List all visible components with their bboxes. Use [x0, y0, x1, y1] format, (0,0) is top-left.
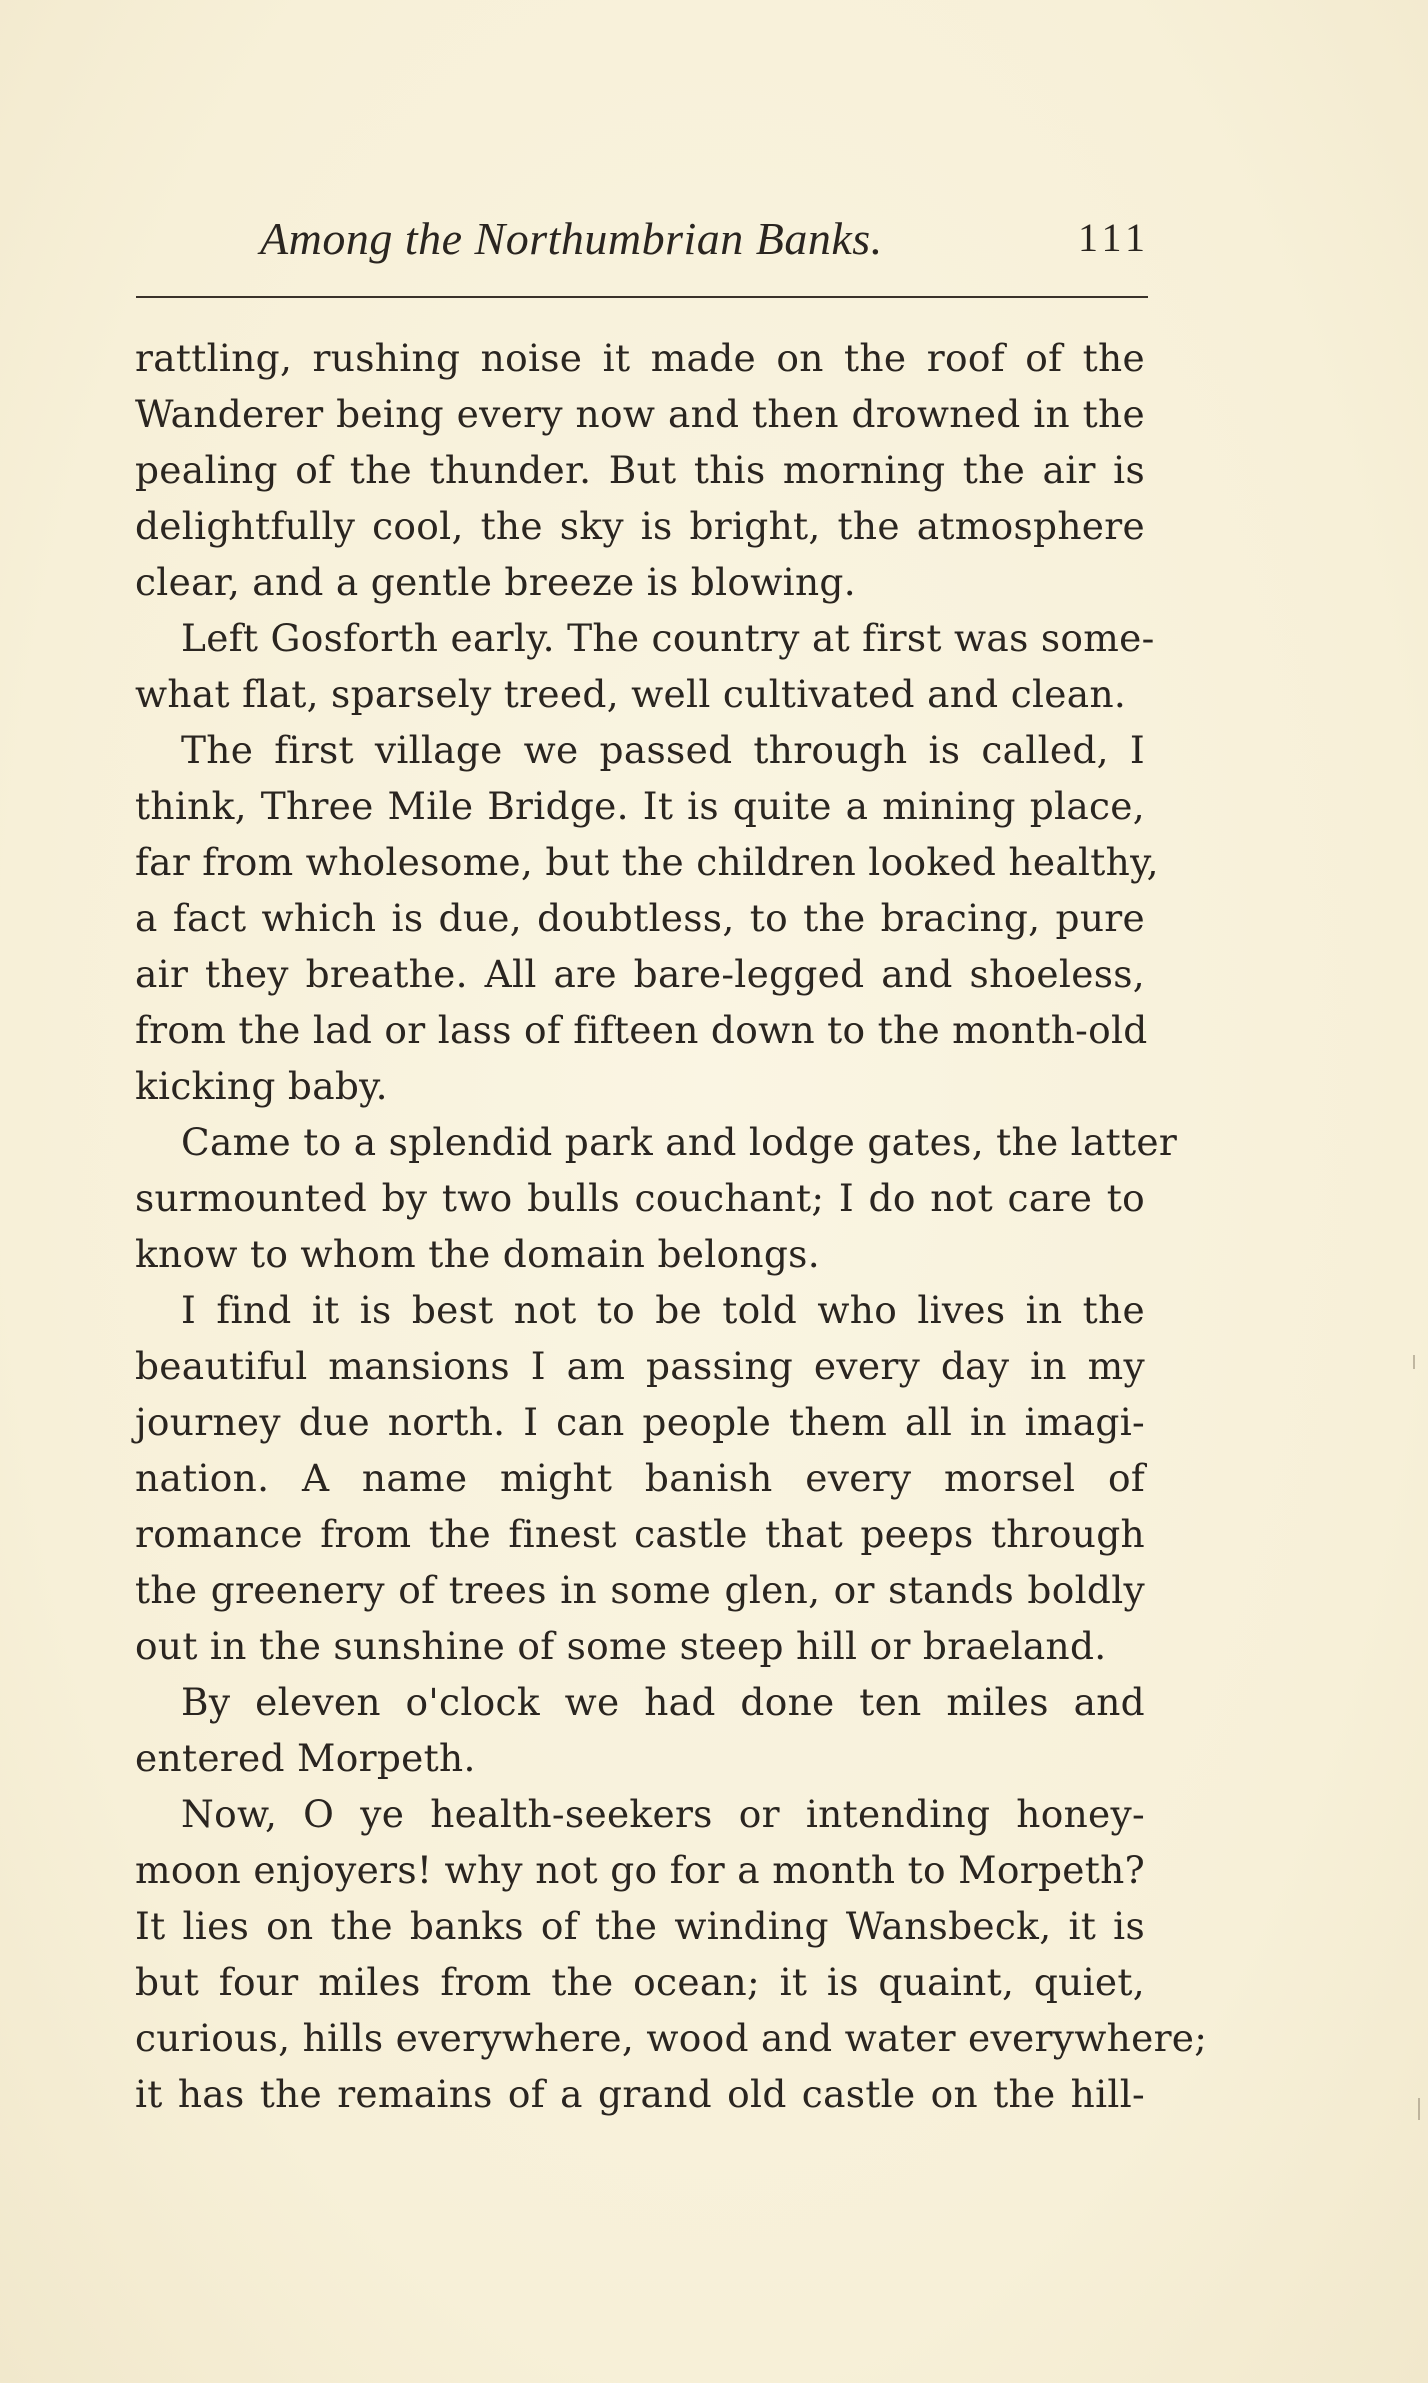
- text-line: Left Gosforth early. The country at first was some-: [181, 616, 1155, 660]
- text-line: the greenery of trees in some glen, or stands boldly: [135, 1568, 1145, 1612]
- paper-blemish: [1413, 1355, 1415, 1369]
- text-line: it has the remains of a grand old castle on the hill-: [135, 2072, 1145, 2116]
- text-line: curious, hills everywhere, wood and water everywhere;: [135, 2016, 1208, 2060]
- text-line: It lies on the banks of the winding Wansbeck, it is: [135, 1904, 1145, 1948]
- text-line: nation. A name might banish every morsel of: [135, 1456, 1145, 1500]
- text-line: The first village we passed through is called, I: [181, 728, 1145, 772]
- text-line: Came to a splendid park and lodge gates, the latter: [181, 1120, 1178, 1164]
- running-title: Among the Northumbrian Banks.: [260, 213, 883, 264]
- text-line: rattling, rushing noise it made on the roof of the: [135, 336, 1145, 380]
- text-line: surmounted by two bulls couchant; I do not care to: [135, 1176, 1145, 1220]
- text-line: delightfully cool, the sky is bright, the atmosphere: [135, 504, 1145, 548]
- text-line: Wanderer being every now and then drowned in the: [135, 392, 1145, 436]
- text-line: Now, O ye health-seekers or intending honey-: [181, 1792, 1145, 1836]
- page-number: 111: [1077, 215, 1150, 260]
- text-line: By eleven o'clock we had done ten miles and: [181, 1680, 1145, 1724]
- text-line: journey due north. I can people them all in imagi-: [135, 1400, 1145, 1444]
- text-line: kicking baby.: [135, 1064, 388, 1108]
- running-head: [135, 212, 1150, 272]
- text-line: a fact which is due, doubtless, to the bracing, pure: [135, 896, 1145, 940]
- text-line: what flat, sparsely treed, well cultivated and clean.: [135, 672, 1127, 716]
- text-line: air they breathe. All are bare-legged and shoeless,: [135, 952, 1145, 996]
- text-line: entered Morpeth.: [135, 1736, 476, 1780]
- paper-blemish: [1418, 2098, 1420, 2120]
- text-line: romance from the finest castle that peeps through: [135, 1512, 1145, 1556]
- text-line: pealing of the thunder. But this morning the air is: [135, 448, 1145, 492]
- body-text: [135, 330, 1208, 2122]
- text-line: know to whom the domain belongs.: [135, 1232, 820, 1276]
- header-rule: [136, 296, 1148, 298]
- text-line: out in the sunshine of some steep hill or braeland.: [135, 1624, 1107, 1668]
- text-line: far from wholesome, but the children looked healthy,: [135, 840, 1159, 884]
- text-line: but four miles from the ocean; it is quaint, quiet,: [135, 1960, 1145, 2004]
- text-line: from the lad or lass of fifteen down to the month-old: [135, 1008, 1148, 1052]
- text-line: I find it is best not to be told who lives in the: [181, 1288, 1145, 1332]
- text-line: think, Three Mile Bridge. It is quite a mining place,: [135, 784, 1145, 828]
- text-line: beautiful mansions I am passing every day in my: [135, 1344, 1145, 1388]
- text-line: clear, and a gentle breeze is blowing.: [135, 560, 856, 604]
- text-line: moon enjoyers! why not go for a month to Morpeth?: [135, 1848, 1145, 1892]
